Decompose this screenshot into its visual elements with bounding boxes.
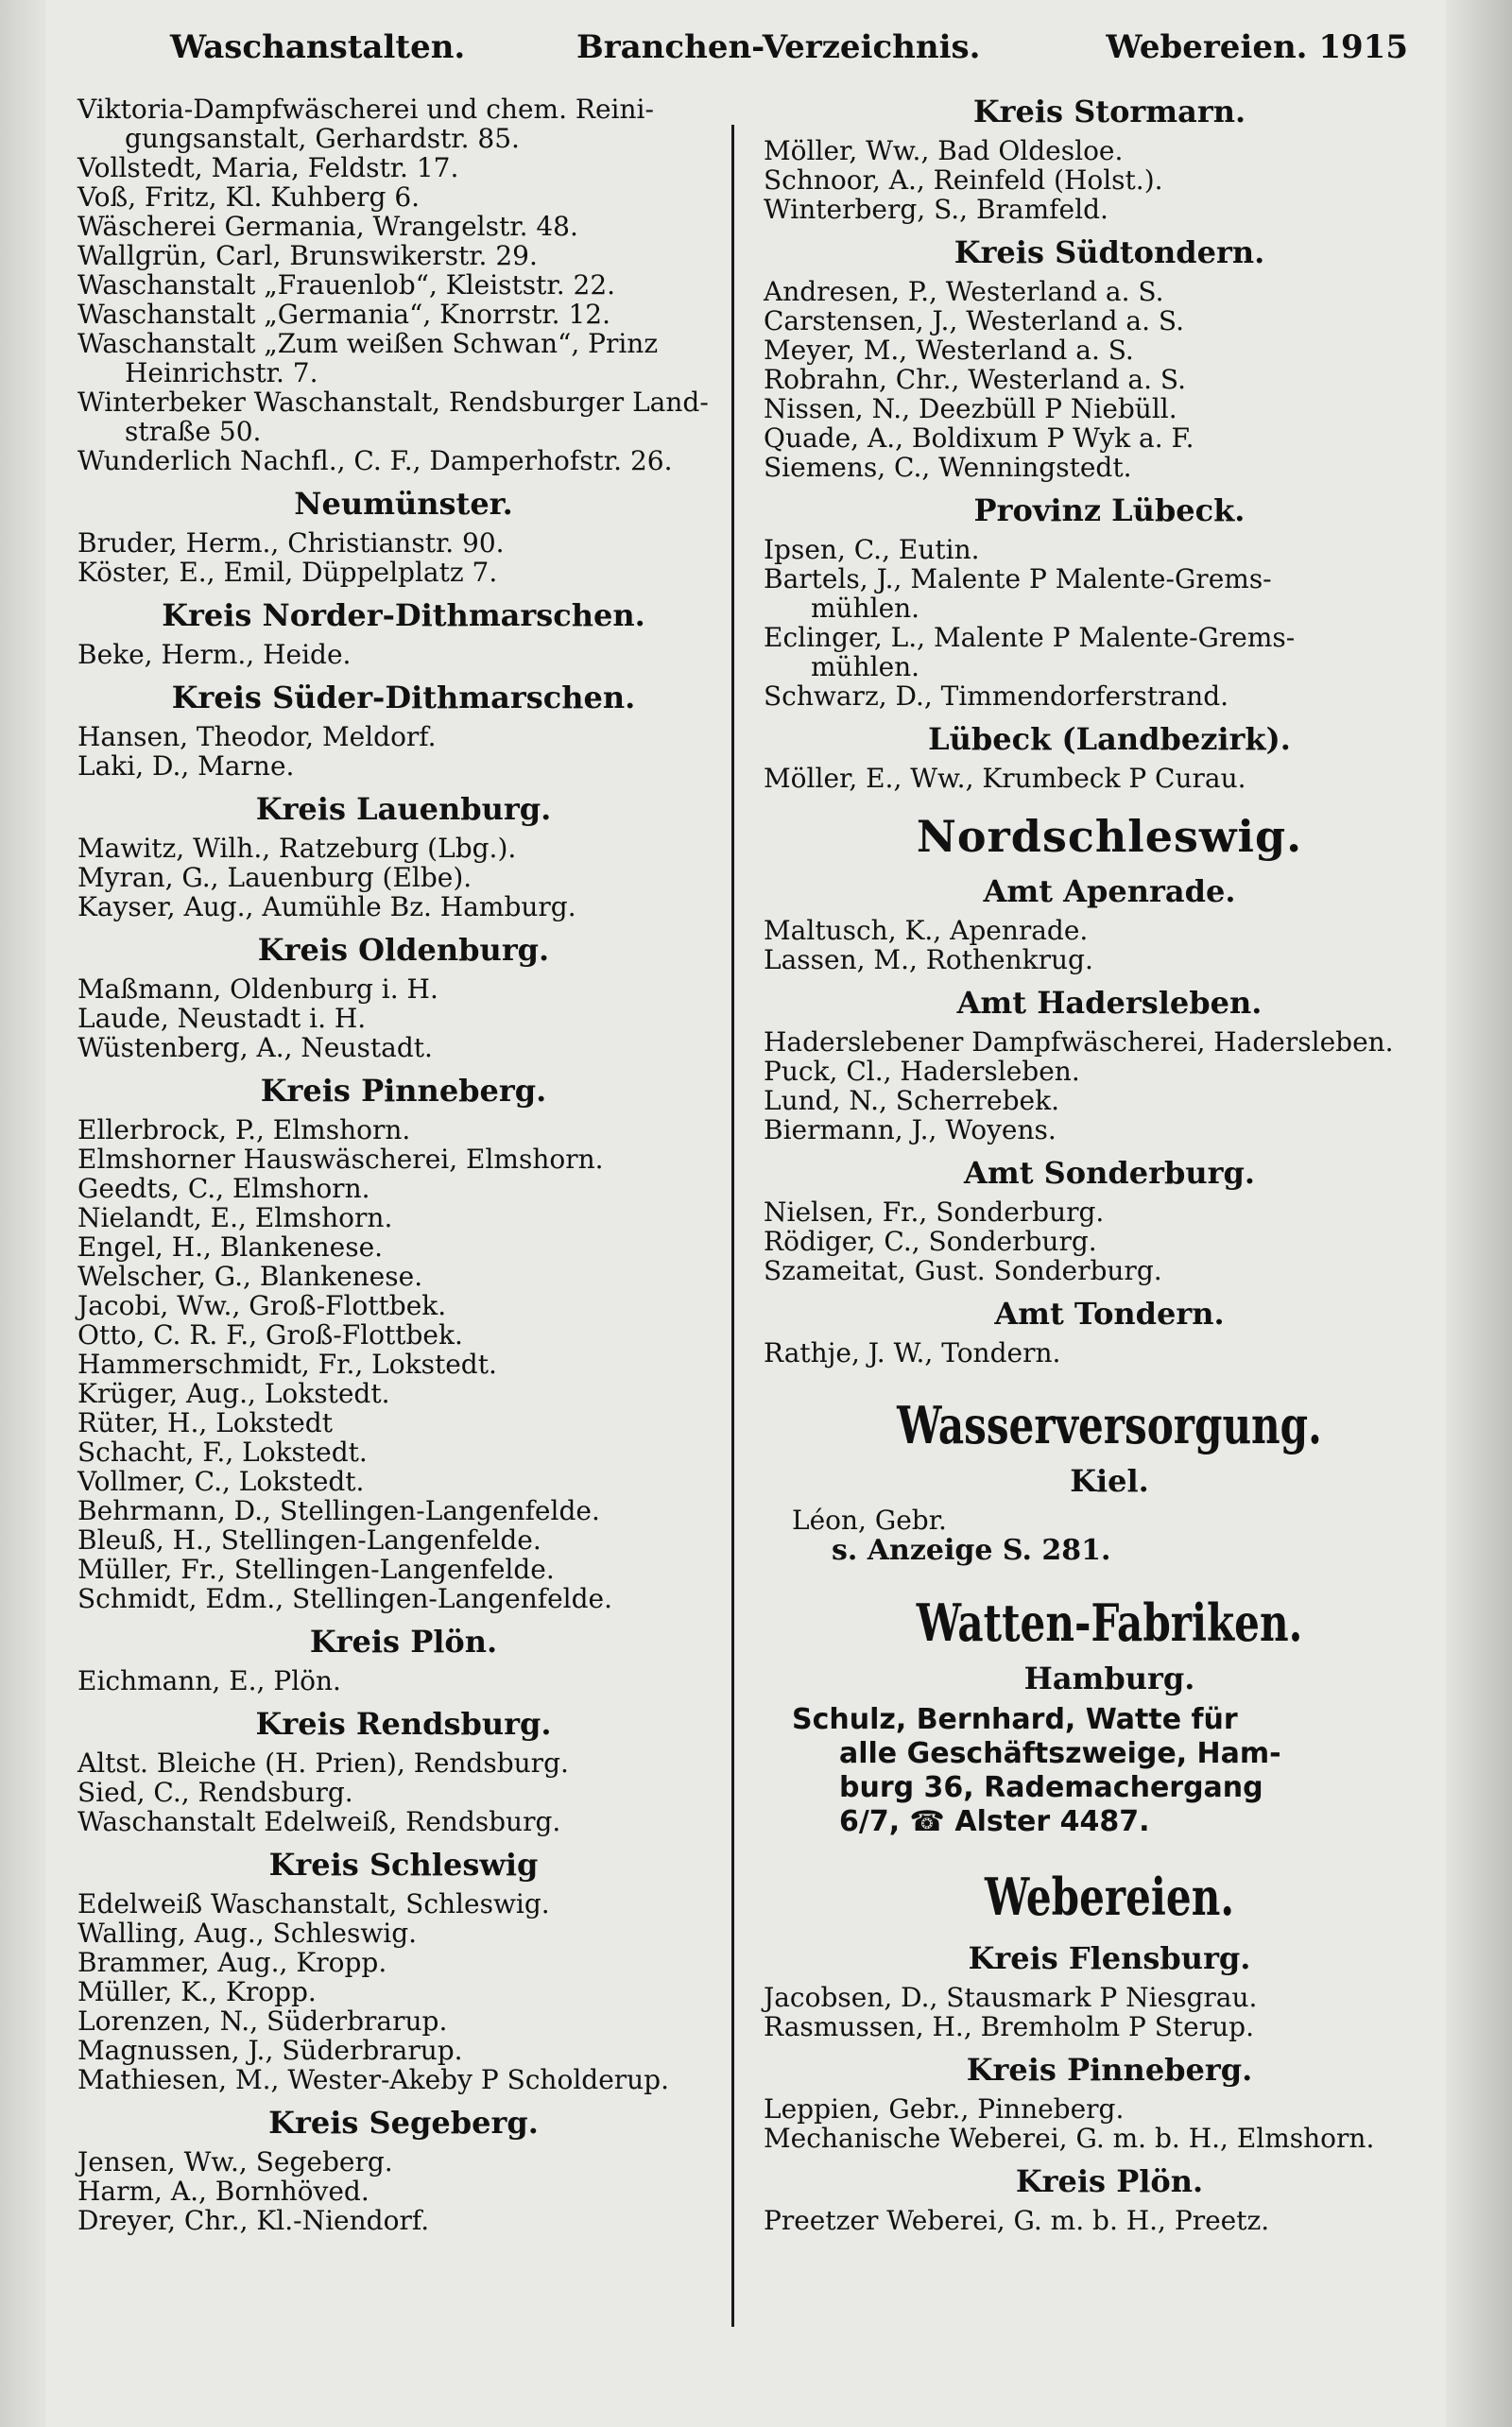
list-item: Vollmer, C., Lokstedt. xyxy=(77,1466,365,1497)
list-item: Laude, Neustadt i. H. xyxy=(77,1003,367,1034)
wasserversorgung-title: Wasserversorgung. xyxy=(897,1395,1322,1455)
list-item: Brammer, Aug., Kropp. xyxy=(77,1947,387,1978)
list-item xyxy=(764,623,1455,681)
section-heading: Provinz Lübeck. xyxy=(973,492,1246,528)
list-item: Meyer, M., Westerland a. S. xyxy=(764,335,1134,366)
list-item: Jacobsen, D., Stausmark P Niesgrau. xyxy=(764,1982,1258,2013)
section-heading: Kreis Südtondern. xyxy=(954,234,1265,270)
list-item: Biermann, J., Woyens. xyxy=(764,1114,1057,1145)
list-item: Hansen, Theodor, Meldorf. xyxy=(77,721,437,752)
list-item: Mathiesen, M., Wester-Akeby P Scholderup. xyxy=(77,2064,670,2095)
list-item: Geedts, C., Elmshorn. xyxy=(77,1173,370,1204)
list-item: Lassen, M., Rothenkrug. xyxy=(764,944,1093,975)
section-heading: Kreis Norder-Dithmarschen. xyxy=(162,597,645,633)
section-heading: Kreis Flensburg. xyxy=(968,1940,1251,1976)
watten-ad-line: burg 36, Rademachergang xyxy=(839,1771,1263,1804)
list-item: Rüter, H., Lokstedt xyxy=(77,1407,333,1438)
wasser-entry: Léon, Gebr. xyxy=(792,1505,947,1536)
section-heading: Kreis Schleswig xyxy=(268,1847,539,1883)
list-item: Leppien, Gebr., Pinneberg. xyxy=(764,2093,1125,2125)
section-heading: Amt Tondern. xyxy=(994,1296,1225,1332)
list-item: Harm, A., Bornhöved. xyxy=(77,2176,369,2207)
entry-line: Waschanstalt „Frauenlob“, Kleiststr. 22. xyxy=(77,269,616,301)
list-item xyxy=(77,446,730,475)
list-item: Bruder, Herm., Christianstr. 90. xyxy=(77,527,505,559)
section-heading: Kreis Segeberg. xyxy=(268,2105,539,2141)
section-heading: Kreis Pinneberg. xyxy=(260,1073,547,1109)
list-item: Kayser, Aug., Aumühle Bz. Hamburg. xyxy=(77,891,576,922)
entry-continuation: gungsanstalt, Gerhardstr. 85. xyxy=(125,123,520,154)
header-left: Waschanstalten. xyxy=(170,28,466,66)
list-item: Nielsen, Fr., Sonderburg. xyxy=(764,1196,1105,1228)
list-item: Schacht, F., Lokstedt. xyxy=(77,1437,368,1468)
list-item: Puck, Cl., Hadersleben. xyxy=(764,1056,1080,1087)
nordschleswig-sections xyxy=(764,874,1455,1368)
list-item: Behrmann, D., Stellingen-Langenfelde. xyxy=(77,1495,600,1526)
list-item xyxy=(77,153,730,182)
entry-line: Wallgrün, Carl, Brunswikerstr. 29. xyxy=(77,240,538,271)
list-item: Möller, E., Ww., Krumbeck P Curau. xyxy=(764,763,1246,794)
watten-city: Hamburg. xyxy=(1023,1661,1195,1696)
entry-line: Waschanstalt „Germania“, Knorrstr. 12. xyxy=(77,299,610,330)
list-item: Laki, D., Marne. xyxy=(77,750,295,782)
entry-line: Wäscherei Germania, Wrangelstr. 48. xyxy=(77,211,578,242)
list-item: Schmidt, Edm., Stellingen-Langenfelde. xyxy=(77,1583,613,1614)
list-item: Otto, C. R. F., Groß-Flottbek. xyxy=(77,1319,463,1351)
right-column xyxy=(764,95,1455,2235)
entry-continuation: straße 50. xyxy=(125,416,262,447)
section-heading: Neumünster. xyxy=(294,486,513,522)
list-item: Altst. Bleiche (H. Prien), Rendsburg. xyxy=(77,1747,569,1779)
list-item: Robrahn, Chr., Westerland a. S. xyxy=(764,364,1187,395)
header-right: Webereien. 1915 xyxy=(1106,28,1408,66)
list-item: Andresen, P., Westerland a. S. xyxy=(764,276,1164,307)
list-item: Nielandt, E., Elmshorn. xyxy=(77,1202,393,1233)
watten-ad-line: alle Geschäftszweige, Ham- xyxy=(839,1737,1281,1770)
list-item: Müller, K., Kropp. xyxy=(77,1976,317,2007)
list-item xyxy=(77,329,730,387)
section-heading: Kreis Süder-Dithmarschen. xyxy=(171,680,636,715)
wasserversorgung-city: Kiel. xyxy=(1070,1463,1149,1499)
entry-line: Eclinger, L., Malente P Malente-Grems- xyxy=(764,622,1296,653)
list-item: Jensen, Ww., Segeberg. xyxy=(77,2146,393,2177)
list-item: Myran, G., Lauenburg (Elbe). xyxy=(77,862,472,893)
section-heading: Kreis Oldenburg. xyxy=(257,932,550,968)
list-item: Rasmussen, H., Bremholm P Sterup. xyxy=(764,2011,1254,2042)
entry-line: Schwarz, D., Timmendorferstrand. xyxy=(764,680,1229,712)
section-heading: Kreis Lauenburg. xyxy=(255,791,552,827)
section-heading: Amt Hadersleben. xyxy=(956,985,1263,1021)
right-sections xyxy=(764,95,1455,793)
watten-ad-line: 6/7, ☎ Alster 4487. xyxy=(839,1805,1150,1838)
section-heading: Kreis Stormarn. xyxy=(972,94,1246,129)
list-item xyxy=(77,300,730,329)
list-item: Preetzer Weberei, G. m. b. H., Preetz. xyxy=(764,2205,1270,2236)
wasser-ref: s. Anzeige S. 281. xyxy=(832,1534,1111,1567)
list-item: Elmshorner Hauswäscherei, Elmshorn. xyxy=(77,1144,604,1175)
list-item: Bleuß, H., Stellingen-Langenfelde. xyxy=(77,1524,541,1556)
list-item: Dreyer, Chr., Kl.-Niendorf. xyxy=(77,2205,430,2236)
list-item: Rödiger, C., Sonderburg. xyxy=(764,1226,1097,1257)
list-item: Mawitz, Wilh., Ratzeburg (Lbg.). xyxy=(77,833,517,864)
entry-continuation: mühlen. xyxy=(811,593,920,624)
entry-line: Viktoria-Dampfwäscherei und chem. Reini- xyxy=(77,94,654,125)
watten-ad xyxy=(764,1703,1455,1839)
list-item: Haderslebener Dampfwäscherei, Hadersleben. xyxy=(764,1026,1394,1058)
list-item: Magnussen, J., Süderbrarup. xyxy=(77,2035,463,2066)
list-item: Maßmann, Oldenburg i. H. xyxy=(77,973,438,1005)
section-heading: Amt Sonderburg. xyxy=(964,1155,1255,1191)
list-item: Eichmann, E., Plön. xyxy=(77,1665,341,1696)
section-heading: Kreis Plön. xyxy=(309,1624,498,1660)
page-edge-right xyxy=(1446,0,1512,2427)
section-heading: Lübeck (Landbezirk). xyxy=(928,721,1291,757)
entry-line: Bartels, J., Malente P Malente-Grems- xyxy=(764,563,1272,594)
list-item: Maltusch, K., Apenrade. xyxy=(764,915,1089,946)
list-item xyxy=(77,241,730,270)
entry-line: Wunderlich Nachfl., C. F., Damperhofstr. 26. xyxy=(77,445,673,476)
webereien-sections xyxy=(764,1941,1455,2235)
page-edge-left xyxy=(0,0,45,2427)
list-item: Mechanische Weberei, G. m. b. H., Elmshorn. xyxy=(764,2123,1375,2154)
header-center: Branchen-Verzeichnis. xyxy=(576,28,981,66)
section-heading: Kreis Pinneberg. xyxy=(966,2052,1253,2088)
list-item: Winterberg, S., Bramfeld. xyxy=(764,194,1108,225)
list-item: Edelweiß Waschanstalt, Schleswig. xyxy=(77,1888,550,1919)
list-item: Ellerbrock, P., Elmshorn. xyxy=(77,1114,411,1145)
list-item: Hammerschmidt, Fr., Lokstedt. xyxy=(77,1349,497,1380)
list-item: Nissen, N., Deezbüll P Niebüll. xyxy=(764,393,1177,424)
entry-continuation: Heinrichstr. 7. xyxy=(125,357,318,388)
list-item: Siemens, C., Wenningstedt. xyxy=(764,452,1132,483)
list-item: Schnoor, A., Reinfeld (Holst.). xyxy=(764,164,1163,196)
list-item: Müller, Fr., Stellingen-Langenfelde. xyxy=(77,1554,555,1585)
list-item: Wüstenberg, A., Neustadt. xyxy=(77,1032,433,1063)
list-item: Jacobi, Ww., Groß-Flottbek. xyxy=(77,1290,447,1321)
list-item: Walling, Aug., Schleswig. xyxy=(77,1918,418,1949)
webereien-title: Webereien. xyxy=(984,1867,1234,1927)
list-item xyxy=(77,387,730,446)
list-item: Köster, E., Emil, Düppelplatz 7. xyxy=(77,557,498,588)
watten-title: Watten-Fabriken. xyxy=(916,1592,1303,1653)
left-intro-list xyxy=(77,95,730,475)
list-item: Carstensen, J., Westerland a. S. xyxy=(764,305,1184,336)
list-item: Engel, H., Blankenese. xyxy=(77,1231,384,1263)
list-item: Sied, C., Rendsburg. xyxy=(77,1777,353,1808)
entry-line: Winterbeker Waschanstalt, Rendsburger Land- xyxy=(77,387,709,418)
entry-line: Waschanstalt „Zum weißen Schwan“, Prinz xyxy=(77,328,659,359)
entry-continuation: mühlen. xyxy=(811,651,920,682)
list-item: Rathje, J. W., Tondern. xyxy=(764,1337,1061,1368)
watten-ad-line: Schulz, Bernhard, Watte für xyxy=(792,1703,1238,1736)
list-item xyxy=(77,270,730,300)
entry-line: Vollstedt, Maria, Feldstr. 17. xyxy=(77,152,459,183)
list-item xyxy=(77,182,730,212)
section-heading: Kreis Rendsburg. xyxy=(255,1706,552,1742)
column-divider xyxy=(731,125,734,2327)
list-item xyxy=(764,564,1455,623)
list-item xyxy=(77,212,730,241)
list-item: Lund, N., Scherrebek. xyxy=(764,1085,1059,1116)
list-item: Krüger, Aug., Lokstedt. xyxy=(77,1378,390,1409)
nordschleswig-title: Nordschleswig. xyxy=(916,811,1303,862)
section-heading: Kreis Plön. xyxy=(1015,2163,1204,2199)
list-item: Beke, Herm., Heide. xyxy=(77,639,352,670)
list-item: Waschanstalt Edelweiß, Rendsburg. xyxy=(77,1806,561,1837)
list-item: Lorenzen, N., Süderbrarup. xyxy=(77,2005,448,2037)
entry-line: Ipsen, C., Eutin. xyxy=(764,534,980,565)
page-header xyxy=(170,28,1408,76)
list-item: Möller, Ww., Bad Oldesloe. xyxy=(764,135,1124,166)
list-item xyxy=(77,95,730,153)
list-item: Welscher, G., Blankenese. xyxy=(77,1261,423,1292)
entry-line: Voß, Fritz, Kl. Kuhberg 6. xyxy=(77,181,421,213)
list-item xyxy=(764,681,1455,711)
list-item xyxy=(764,535,1455,564)
section-heading: Amt Apenrade. xyxy=(983,873,1236,909)
list-item: Szameitat, Gust. Sonderburg. xyxy=(764,1255,1162,1286)
left-column xyxy=(77,95,730,2235)
left-sections xyxy=(77,487,730,2235)
list-item: Quade, A., Boldixum P Wyk a. F. xyxy=(764,422,1194,454)
